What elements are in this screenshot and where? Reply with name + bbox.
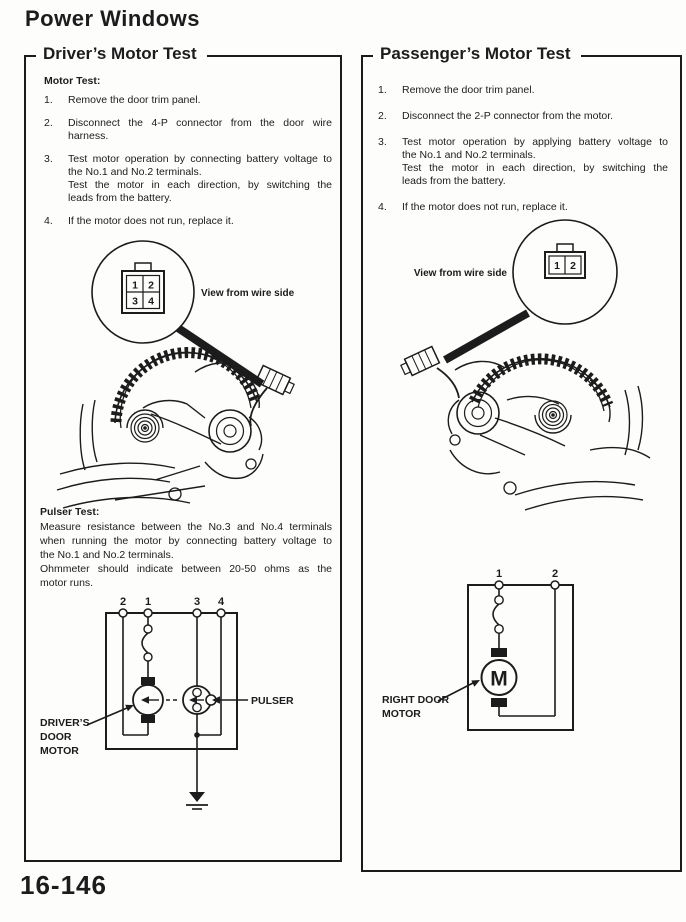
schematic-box xyxy=(468,585,573,730)
ground-symbol xyxy=(186,792,208,809)
pulser-test-line: Ohmmeter should indicate between 20-50 ohms as the xyxy=(40,563,332,575)
step-line: leads from the battery. xyxy=(402,175,506,187)
step-number: 3. xyxy=(378,136,387,148)
motor-test-heading: Motor Test: xyxy=(44,75,101,87)
terminal-label: 2 xyxy=(119,596,127,608)
terminal-label: 2 xyxy=(551,568,559,580)
step-number: 2. xyxy=(378,110,387,122)
pulser-callout xyxy=(212,695,294,707)
motor-housing xyxy=(209,410,262,452)
connector-pin-4: 4 xyxy=(148,295,154,308)
step-number: 2. xyxy=(44,117,53,129)
step-line: If the motor does not run, replace it. xyxy=(68,215,234,227)
step-row xyxy=(44,153,332,205)
page-number: 16-146 xyxy=(20,870,107,900)
magnifier-leader-line xyxy=(445,313,528,360)
view-from-wire-side-label: View from wire side xyxy=(201,288,295,299)
step-line: Test motor operation by connecting battery voltage to xyxy=(68,153,332,165)
terminal-label: 1 xyxy=(495,568,503,580)
terminal-label: 4 xyxy=(217,596,225,608)
step-row xyxy=(44,94,332,107)
motor-label-line: DOOR xyxy=(40,731,72,743)
step-line: leads from the battery. xyxy=(68,192,172,204)
motor-label-line: DRIVER’S xyxy=(40,717,90,729)
spiral-spring xyxy=(535,401,571,433)
passenger-panel-title: Passenger’s Motor Test xyxy=(373,44,581,64)
step-line: the No.1 and No.2 terminals. xyxy=(68,166,202,178)
terminal-circle xyxy=(193,609,201,617)
terminal-label: 3 xyxy=(193,596,201,608)
pulser-test-line: Measure resistance between the No.3 and No.4 terminals xyxy=(40,521,332,533)
step-number: 3. xyxy=(44,153,53,165)
step-number: 1. xyxy=(44,94,53,106)
motor-label-line: MOTOR xyxy=(40,745,79,757)
motor-brush xyxy=(491,648,507,657)
step-line: the No.1 and No.2 terminals. xyxy=(402,149,536,161)
pulser-test-heading: Pulser Test: xyxy=(40,506,100,518)
step-line: Remove the door trim panel. xyxy=(68,94,201,106)
step-line: Disconnect the 2-P connector from the motor. xyxy=(402,110,614,122)
passenger-motor-test-section xyxy=(378,84,668,227)
terminal-circle xyxy=(119,609,127,617)
driver-circuit-schematic-svg xyxy=(30,595,330,827)
motor-brush xyxy=(141,677,155,685)
terminal-circle xyxy=(551,581,559,589)
terminal-label: 1 xyxy=(144,596,152,608)
spiral-spring xyxy=(127,410,163,442)
passenger-connector-magnifier-svg xyxy=(395,210,675,510)
page-title: Power Windows xyxy=(25,6,200,31)
regulator-line-art xyxy=(57,328,296,508)
plug-connector xyxy=(399,347,439,379)
terminal-circle xyxy=(217,609,225,617)
step-line: Disconnect the 4-P connector from the door wire xyxy=(68,117,332,129)
step-row xyxy=(378,136,668,188)
step-number: 1. xyxy=(378,84,387,96)
step-line: If the motor does not run, replace it. xyxy=(402,201,568,213)
connector-pin-1: 1 xyxy=(132,279,138,292)
schematic-box xyxy=(106,613,237,749)
motor-brush xyxy=(141,715,155,723)
connector-pin-2: 2 xyxy=(570,260,576,272)
motor-symbol xyxy=(482,648,517,707)
pulser-label: PULSER xyxy=(251,694,294,707)
pulser-test-section xyxy=(40,505,332,590)
motor-label-line: RIGHT DOOR xyxy=(382,694,450,706)
motor-callout xyxy=(382,680,480,720)
step-line: Test motor operation by applying battery voltage to xyxy=(402,136,668,148)
connector-pin-1: 1 xyxy=(554,260,560,272)
schematic-wires xyxy=(468,585,573,730)
step-number: 4. xyxy=(44,215,53,227)
pulser-test-line: motor runs. xyxy=(40,577,94,589)
step-row xyxy=(378,84,668,97)
connector-pin-2: 2 xyxy=(148,279,154,292)
step-line: harness. xyxy=(68,130,109,142)
terminal-circle xyxy=(495,581,503,589)
motor-label-line: MOTOR xyxy=(382,708,421,720)
step-row xyxy=(44,117,332,143)
regulator-line-art xyxy=(399,313,650,510)
step-line: Test the motor in each direction, by switching the xyxy=(402,162,668,174)
step-line: Test the motor in each direction, by switching the xyxy=(68,179,332,191)
driver-panel-title: Driver’s Motor Test xyxy=(36,44,207,64)
connector-pin-3: 3 xyxy=(132,295,138,308)
step-number: 4. xyxy=(378,201,387,213)
step-row xyxy=(378,110,668,123)
pulser-test-line: when running the motor by connecting battery voltage to xyxy=(40,535,332,547)
step-line: Remove the door trim panel. xyxy=(402,84,535,96)
view-from-wire-side-label: View from wire side xyxy=(413,268,507,279)
schematic-wires xyxy=(106,613,237,793)
passenger-circuit-schematic-svg xyxy=(370,565,670,740)
pulser-test-line: the No.1 and No.2 terminals. xyxy=(40,549,174,561)
terminal-circle xyxy=(144,609,152,617)
wire-junction-dot xyxy=(194,732,200,738)
motor-letter: M xyxy=(490,667,508,691)
driver-connector-magnifier-svg xyxy=(55,212,345,504)
motor-brush xyxy=(491,698,507,707)
